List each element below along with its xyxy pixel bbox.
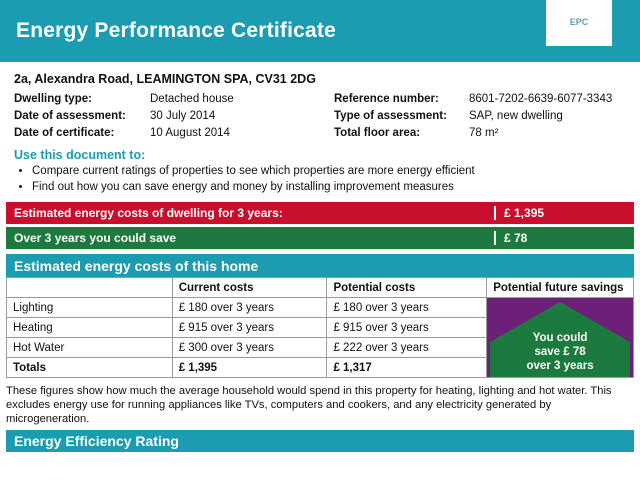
details-column-right — [334, 92, 626, 141]
totals-potential: £ 1,317 — [327, 358, 487, 378]
detail-label: Date of certificate: — [14, 127, 115, 139]
detail-value: 10 August 2014 — [150, 127, 230, 139]
potential-saving-label: Over 3 years you could save — [14, 231, 177, 245]
column-header-savings: Potential future savings — [487, 278, 634, 298]
document-header — [0, 0, 640, 62]
costs-footnote: These figures show how much the average household would spend in this property for heating, lighting and hot water. This excludes energy use for running appliances like TVs, computers and cookers, and any electricity generated by microgeneration. — [6, 385, 612, 425]
detail-value: 8601-7202-6639-6077-3343 — [469, 93, 613, 105]
details-column-left — [14, 92, 334, 141]
savings-badge-text — [487, 331, 633, 373]
certificate-details — [0, 90, 640, 141]
detail-value: SAP, new dwelling — [469, 110, 563, 122]
savings-badge-cell — [487, 298, 634, 378]
detail-row — [334, 109, 626, 124]
row-label: Lighting — [7, 298, 173, 318]
detail-value: 30 July 2014 — [150, 110, 216, 122]
row-current-cost: £ 180 over 3 years — [172, 298, 327, 318]
potential-saving-value: £ 78 — [494, 231, 634, 245]
page-title: Energy Performance Certificate — [16, 19, 336, 42]
column-header-blank — [7, 278, 173, 298]
column-header-current: Current costs — [172, 278, 327, 298]
savings-line-1: You could — [532, 332, 588, 344]
row-potential-cost: £ 915 over 3 years — [327, 318, 487, 338]
detail-row — [14, 126, 334, 141]
detail-row — [14, 92, 334, 107]
detail-label: Dwelling type: — [14, 93, 92, 105]
detail-label: Total floor area: — [334, 127, 421, 139]
detail-row — [334, 126, 626, 141]
list-item: • Compare current ratings of properties to see which properties are more energy efficient — [32, 164, 626, 179]
use-document-title: Use this document to: — [14, 148, 146, 162]
detail-label: Type of assessment: — [334, 110, 447, 122]
row-potential-cost: £ 180 over 3 years — [327, 298, 487, 318]
row-label: Heating — [7, 318, 173, 338]
costs-section-title: Estimated energy costs of this home — [6, 254, 634, 277]
detail-value: 78 m² — [469, 127, 499, 139]
detail-row — [14, 109, 334, 124]
property-address: 2a, Alexandra Road, LEAMINGTON SPA, CV31 2DG — [14, 72, 316, 86]
detail-row — [334, 92, 626, 107]
row-current-cost: £ 300 over 3 years — [172, 338, 327, 358]
column-header-potential: Potential costs — [327, 278, 487, 298]
detail-value: Detached house — [150, 93, 234, 105]
estimated-cost-bar — [6, 202, 634, 224]
cost-summary-bars — [0, 196, 640, 249]
row-label: Hot Water — [7, 338, 173, 358]
potential-saving-bar — [6, 227, 634, 249]
use-document-list — [0, 164, 640, 195]
row-current-cost: £ 915 over 3 years — [172, 318, 327, 338]
estimated-cost-label: Estimated energy costs of dwelling for 3 years: — [14, 206, 283, 220]
table-row — [7, 298, 634, 318]
totals-current: £ 1,395 — [172, 358, 327, 378]
detail-label: Date of assessment: — [14, 110, 126, 122]
savings-line-2: save £ 78 — [534, 346, 586, 358]
logo-glyph: EPC — [569, 17, 589, 28]
savings-line-3: over 3 years — [526, 360, 594, 372]
detail-label: Reference number: — [334, 93, 439, 105]
table-header-row — [7, 278, 634, 298]
savings-house-graphic — [487, 298, 633, 377]
energy-costs-table — [6, 277, 634, 378]
totals-label: Totals — [7, 358, 173, 378]
row-potential-cost: £ 222 over 3 years — [327, 338, 487, 358]
list-item: • Find out how you can save energy and money by installing improvement measures — [32, 180, 626, 195]
energy-efficiency-rating-title: Energy Efficiency Rating — [6, 430, 634, 452]
logo — [546, 0, 612, 46]
estimated-cost-value: £ 1,395 — [494, 206, 634, 220]
